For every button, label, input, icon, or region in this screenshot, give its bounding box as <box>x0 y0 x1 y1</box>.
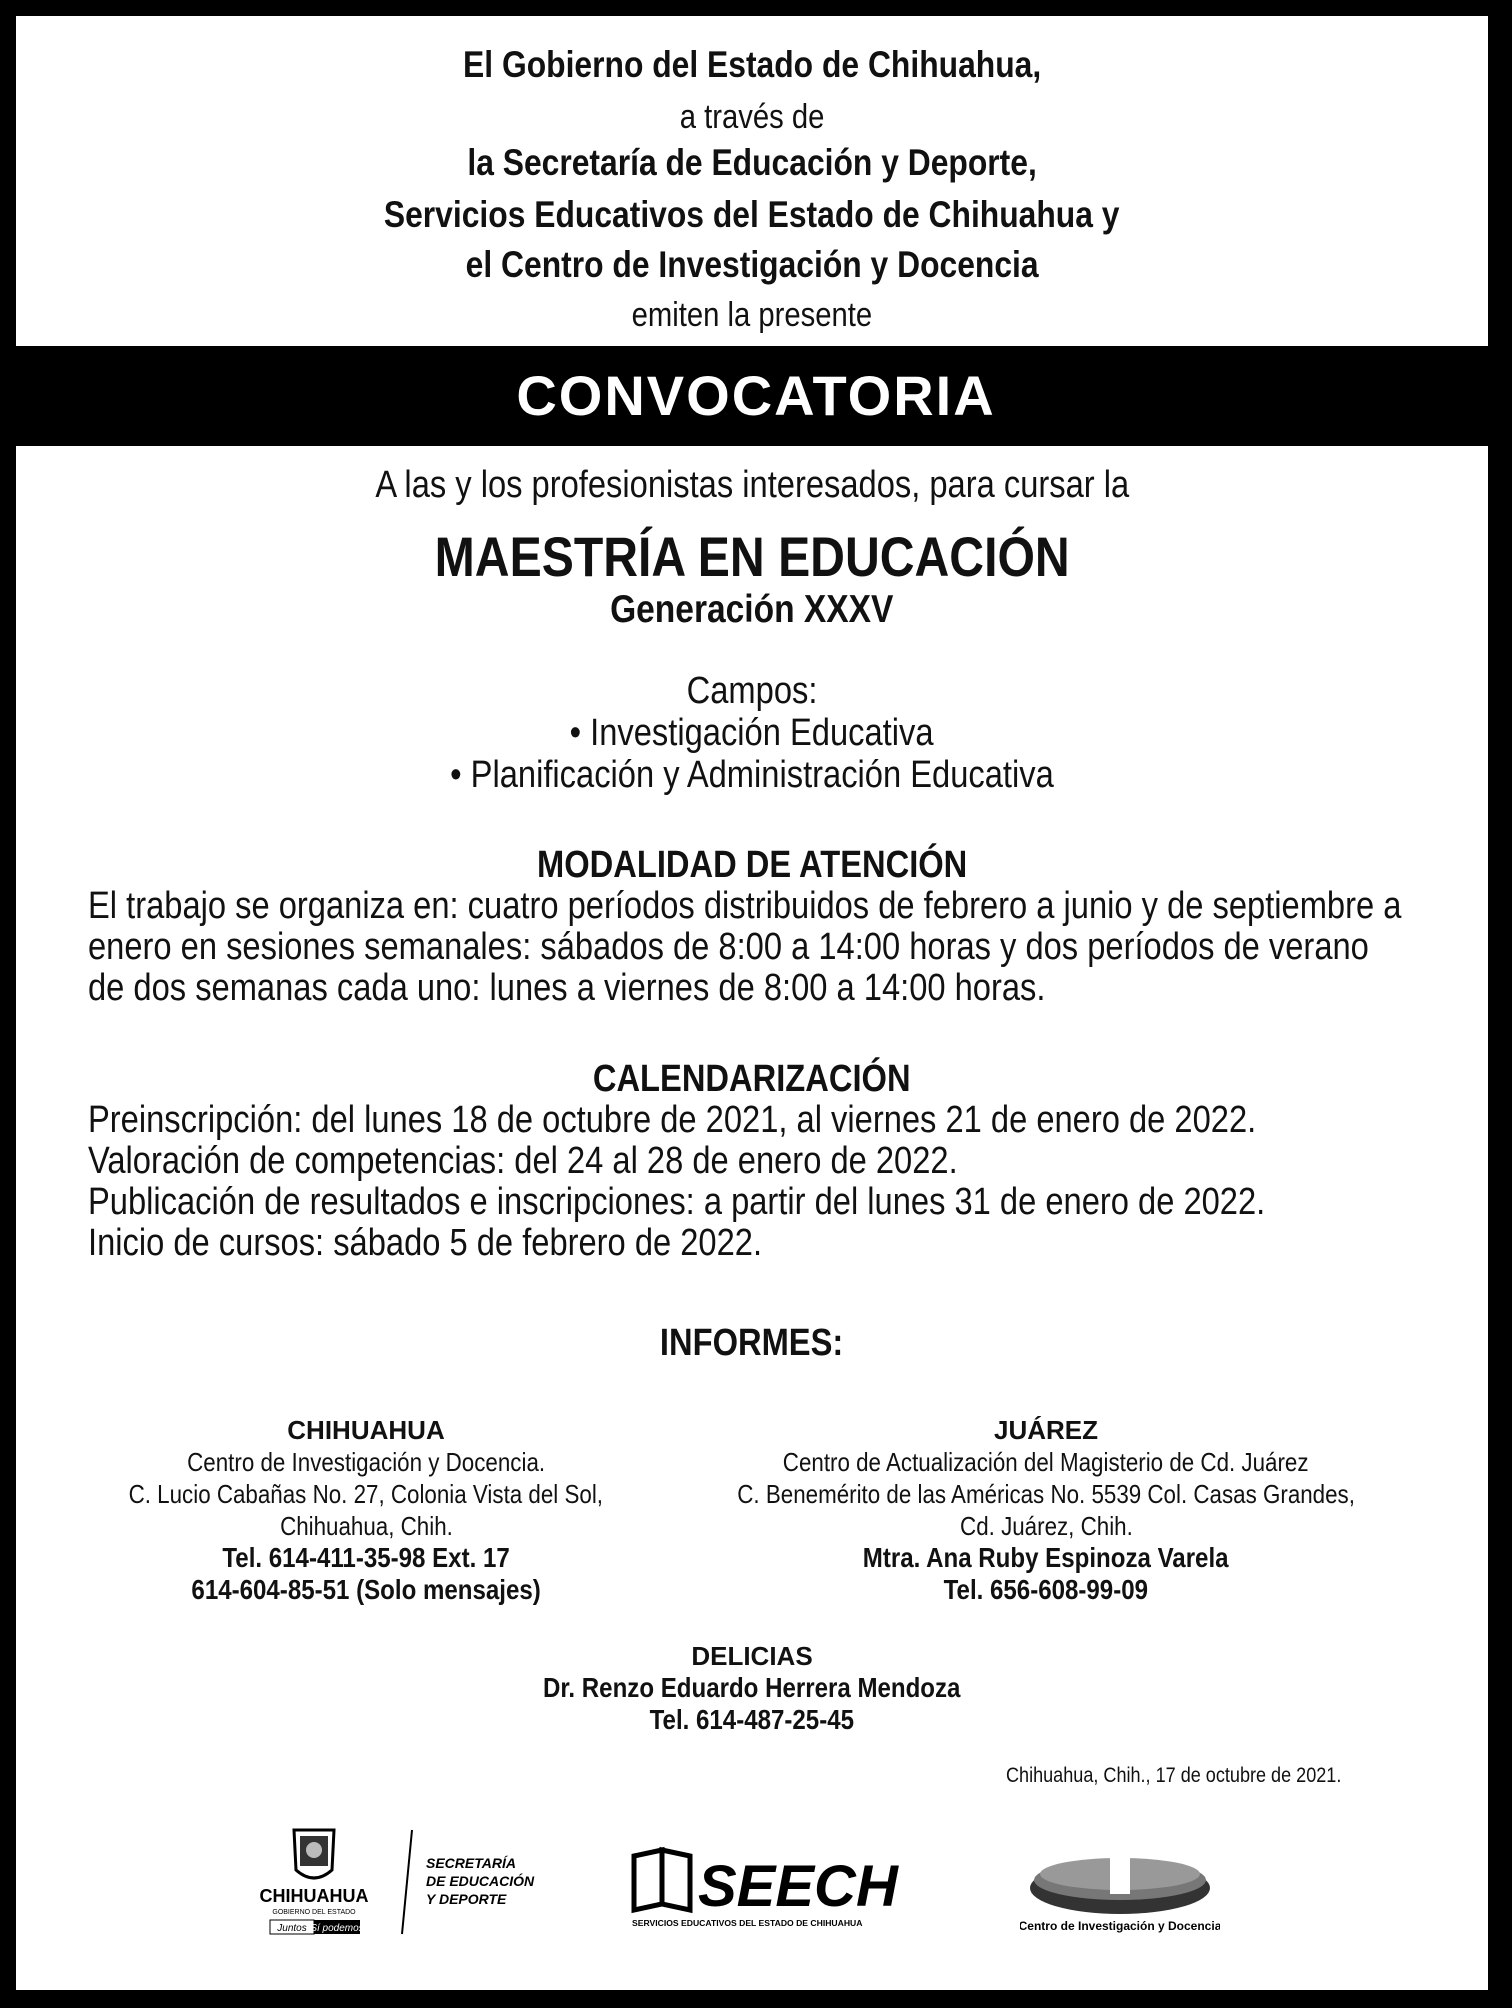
main-panel <box>16 446 1488 1990</box>
contact-city: CHIHUAHUA <box>287 1415 445 1445</box>
fields-label: Campos: <box>686 670 818 712</box>
modality-paragraph: El trabajo se organiza en: cuatro períodos distribuidos de febrero a junio y de septiembre a enero en sesiones semanales: sábados de 8:00 a 14:00 horas y dos períodos de verano de dos semanas cada uno: lunes a viernes de 8:00 a 14:00 horas. <box>88 885 1402 1009</box>
header-line-4: Servicios Educativos del Estado de Chihuahua y <box>384 194 1120 235</box>
chihuahua-logo <box>244 1826 384 1946</box>
program-name: MAESTRÍA EN EDUCACIÓN <box>434 525 1070 588</box>
calendar-list: Preinscripción: del lunes 18 de octubre de 2021, al viernes 21 de enero de 2022. Valoración de competencias: del 24 al 28 de enero de 2022. Publicación de resultados e inscripciones: a partir del lunes 31 de enero de 2022. Inicio de cursos: sábado 5 de febrero de 2022. <box>88 1099 1266 1264</box>
logo-text: CHIHUAHUA <box>259 1886 369 1906</box>
contact-delicias: DELICIAS Dr. Renzo Eduardo Herrera Mendoza Tel. 614-487-25-45 <box>16 1640 1488 1736</box>
program-generation: Generación XXXV <box>610 588 894 631</box>
logo-text: SERVICIOS EDUCATIVOS DEL ESTADO DE CHIHUAHUA <box>632 1918 863 1928</box>
cid-logo <box>1020 1828 1220 1938</box>
header-line-5: el Centro de Investigación y Docencia <box>465 244 1039 285</box>
issue-date: Chihuahua, Chih., 17 de octubre de 2021. <box>1006 1764 1342 1787</box>
logo-text: Y DEPORTE <box>426 1891 507 1907</box>
header-line-3: la Secretaría de Educación y Deporte, <box>467 142 1037 183</box>
calendar-heading: CALENDARIZACIÓN <box>593 1058 911 1100</box>
secretaria-logo <box>398 1828 578 1938</box>
logo-text: Juntos <box>277 1923 307 1934</box>
header-line-6: emiten la presente <box>631 296 873 334</box>
page-title: CONVOCATORIA <box>516 364 996 427</box>
informes-heading: INFORMES: <box>660 1322 844 1364</box>
header-line-2: a través de <box>679 98 825 136</box>
contact-chihuahua: CHIHUAHUA Centro de Investigación y Docencia. C. Lucio Cabañas No. 27, Colonia Vista del Sol, Chihuahua, Chih. Tel. 614-411-35-98 Ext. 17 614-604-85-51 (Solo mensajes) <box>16 1414 716 1606</box>
contact-city: DELICIAS <box>691 1641 813 1671</box>
logo-text: DE EDUCACIÓN <box>426 1873 535 1889</box>
contact-city: JUÁREZ <box>993 1415 1098 1445</box>
field-item: • Investigación Educativa <box>570 712 934 754</box>
field-item: • Planificación y Administración Educativa <box>450 754 1054 796</box>
header-line-1: El Gobierno del Estado de Chihuahua, <box>462 44 1042 85</box>
logo-text: SEECH <box>698 1854 898 1919</box>
seech-logo <box>628 1842 948 1942</box>
title-banner <box>0 346 1512 446</box>
modality-heading: MODALIDAD DE ATENCIÓN <box>536 844 968 886</box>
contact-juarez: JUÁREZ Centro de Actualización del Magisterio de Cd. Juárez C. Benemérito de las Américas No. 5539 Col. Casas Grandes, Cd. Juárez, Chih. Mtra. Ana Ruby Espinoza Varela Tel. 656-608-99-09 <box>676 1414 1416 1606</box>
logo-text: SECRETARÍA <box>426 1855 516 1871</box>
intro-text: A las y los profesionistas interesados, para cursar la <box>375 464 1129 506</box>
header-panel <box>16 16 1488 346</box>
logo-text: Sí podemos <box>310 1923 364 1934</box>
logo-text: Centro de Investigación y Docencia <box>1020 1919 1220 1933</box>
logo-text: GOBIERNO DEL ESTADO <box>272 1909 356 1916</box>
